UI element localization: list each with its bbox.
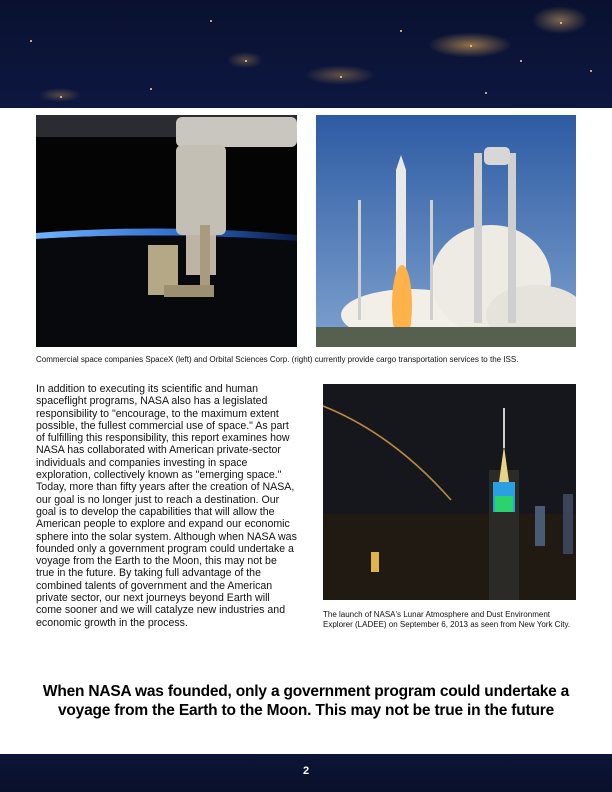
nyc-photo-art — [323, 384, 576, 600]
top-banner-earth-at-night — [0, 0, 612, 108]
city-light — [60, 96, 62, 98]
pull-quote: When NASA was founded, only a government program could undertake a voyage from the Earth to the Moon. This may not be true in the future — [42, 683, 570, 719]
city-light — [485, 92, 487, 94]
photo-caption-commercial: Commercial space companies SpaceX (left) and Orbital Sciences Corp. (right) currently provide cargo transportation services to the ISS. — [36, 355, 519, 364]
city-light — [400, 30, 402, 32]
city-light — [340, 76, 342, 78]
launch-photo-art — [316, 115, 576, 347]
city-light — [520, 60, 522, 62]
rocket-launch-photo — [316, 115, 576, 347]
city-light — [210, 20, 212, 22]
city-light — [470, 45, 472, 47]
city-light — [30, 40, 32, 42]
iss-robotic-arm-photo — [36, 115, 297, 347]
photo-caption-ladee: The launch of NASA's Lunar Atmosphere and Dust Environment Explorer (LADEE) on September 6, 2013 as seen from New York City. — [323, 610, 571, 629]
city-light — [245, 60, 247, 62]
city-light — [560, 22, 562, 24]
city-light — [150, 88, 152, 90]
iss-photo-art — [36, 115, 297, 347]
nyc-night-skyline-photo — [323, 384, 576, 600]
body-paragraph: In addition to executing its scientific and human spaceflight programs, NASA also has a legislated responsibility to "encourage, to the maximum extent possible, the fullest commercial use of space." As part of fulfilling this responsibility, this report examines how NASA has collaborated with American private-sector individuals and companies investing in space exploration, collectively known as "emerging space." Today, more than fifty years after the creation of NASA, our goal is no longer just to reach a destination. Our goal is to develop the capabilities that will allow the American people to explore and expand our economic sphere into the solar system. Although when NASA was founded only a government program could undertake a voyage from the Earth to the Moon, this may not be true in the future. By taking full advantage of the combined talents of government and the American private sector, our next journeys beyond Earth will come sooner and we will catalyze new industries and economic growth in the process. — [36, 383, 297, 629]
page-number: 2 — [302, 765, 310, 777]
city-light — [590, 70, 592, 72]
